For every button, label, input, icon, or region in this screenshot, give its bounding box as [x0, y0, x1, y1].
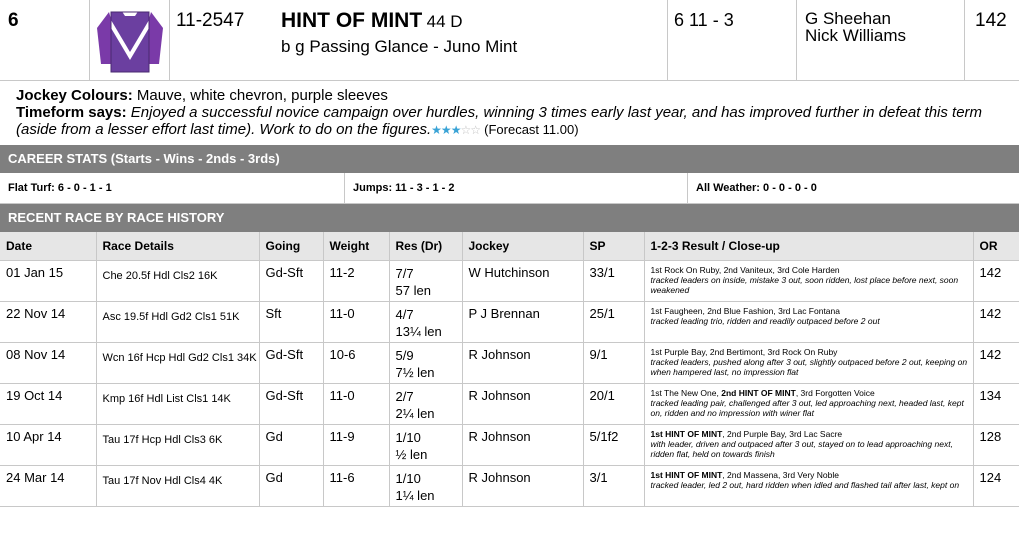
table-row[interactable]	[0, 261, 1019, 302]
starting-price: 3/1	[583, 466, 644, 507]
placings	[651, 470, 969, 480]
column-header: Jockey	[462, 232, 583, 261]
race-date: 10 Apr 14	[0, 425, 96, 466]
column-header: Weight	[323, 232, 389, 261]
colours-value: Mauve, white chevron, purple sleeves	[136, 87, 388, 104]
close-up-comment: tracked leading trio, ridden and readily outpaced before 2 out	[650, 316, 880, 326]
column-header: SP	[583, 232, 644, 261]
result-position: 2/7	[395, 389, 414, 404]
result-position: 5/9	[395, 348, 414, 363]
jockey[interactable]: W Hutchinson	[462, 261, 583, 302]
close-up-comment: tracked leading pair, challenged after 3 out, led approaching next, headed last, kept on, ridden and no impression with winer flat	[650, 398, 964, 418]
race-history-table	[0, 232, 1019, 507]
jockey[interactable]: R Johnson	[462, 466, 583, 507]
placings-text: 1st Purple Bay, 2nd Bertimont, 3rd Rock On Ruby	[650, 347, 838, 357]
trainer-name[interactable]: G Sheehan	[805, 9, 892, 28]
going: Sft	[259, 302, 323, 343]
result-closeup	[644, 466, 973, 507]
official-rating: 142	[973, 343, 1019, 384]
placings	[651, 306, 969, 316]
runner-header	[0, 0, 1019, 81]
weight: 10-6	[323, 343, 389, 384]
jockey-silks-icon	[90, 0, 170, 80]
starting-price: 9/1	[583, 343, 644, 384]
form-figures: 11-2547	[176, 10, 245, 31]
jockey[interactable]: R Johnson	[462, 425, 583, 466]
weight: 11-0	[323, 384, 389, 425]
close-up-comment: with leader, driven and outpaced after 3 out, stayed on to lead approaching next, ridden flat, held on towards finish	[650, 439, 953, 459]
starting-price: 20/1	[583, 384, 644, 425]
result-position: 4/7	[395, 307, 414, 322]
result-position: 1/10	[395, 430, 421, 445]
horse-details	[275, 0, 668, 80]
table-header-row	[0, 232, 1019, 261]
race-details[interactable]: Che 20.5f Hdl Cls2 16K	[96, 261, 259, 302]
table-row[interactable]	[0, 384, 1019, 425]
close-up-comment: tracked leader, led 2 out, hard ridden when idled and flashed tail after last, kept on	[650, 480, 960, 490]
placings-text: 1st Faugheen, 2nd Blue Fashion, 3rd Lac Fontana	[650, 306, 840, 316]
starting-price: 5/1f2	[583, 425, 644, 466]
going: Gd	[259, 466, 323, 507]
column-header: Res (Dr)	[389, 232, 462, 261]
going: Gd	[259, 425, 323, 466]
result-closeup	[644, 302, 973, 343]
result-distance: ½ len	[395, 447, 428, 462]
result	[389, 261, 462, 302]
race-details[interactable]: Tau 17f Hcp Hdl Cls3 6K	[96, 425, 259, 466]
connections	[797, 0, 965, 80]
column-header: Going	[259, 232, 323, 261]
star-rating-icon	[431, 123, 480, 137]
result	[389, 466, 462, 507]
horse-name[interactable]: HINT OF MINT	[281, 9, 423, 32]
race-history-header: RECENT RACE BY RACE HISTORY	[0, 204, 1019, 232]
age-draw: 44 D	[426, 12, 463, 31]
close-up-comment: tracked leaders on inside, mistake 3 out, soon ridden, lost place before next, soon weakened	[650, 275, 959, 295]
placings	[651, 429, 969, 439]
official-rating: 142	[973, 261, 1019, 302]
weight: 11-9	[323, 425, 389, 466]
starting-price: 33/1	[583, 261, 644, 302]
table-row[interactable]	[0, 302, 1019, 343]
jockey[interactable]: P J Brennan	[462, 302, 583, 343]
jockey[interactable]: R Johnson	[462, 384, 583, 425]
result-distance: 1¼ len	[395, 488, 435, 503]
result	[389, 425, 462, 466]
stars-on: ★★★	[431, 123, 461, 137]
placings-text: , 2nd Purple Bay, 3rd Lac Sacre	[722, 429, 843, 439]
weight: 11-0	[323, 302, 389, 343]
placings	[651, 388, 969, 398]
close-up-comment: tracked leaders, pushed along after 3 out, slightly outpaced before 2 out, keeping on when hampered last, no impression flat	[650, 357, 968, 377]
race-date: 08 Nov 14	[0, 343, 96, 384]
official-rating: 142	[975, 10, 1007, 31]
runner-info	[0, 81, 1019, 145]
result-position: 1/10	[395, 471, 421, 486]
result-distance: 57 len	[395, 283, 431, 298]
placings-text: 1st Rock On Ruby, 2nd Vaniteux, 3rd Cole Harden	[650, 265, 840, 275]
placings-highlight: 1st HINT OF MINT	[650, 470, 723, 480]
result-position: 7/7	[395, 266, 414, 281]
result	[389, 302, 462, 343]
column-header: Date	[0, 232, 96, 261]
placings-text: , 2nd Massena, 3rd Very Noble	[722, 470, 839, 480]
result-closeup	[644, 261, 973, 302]
table-row[interactable]	[0, 343, 1019, 384]
column-header: Race Details	[96, 232, 259, 261]
forecast-price: (Forecast 11.00)	[484, 122, 579, 137]
placings	[651, 265, 969, 275]
official-rating: 134	[973, 384, 1019, 425]
result-distance: 2¼ len	[395, 406, 435, 421]
jockey-name[interactable]: Nick Williams	[805, 26, 907, 45]
career-stats-header: CAREER STATS (Starts - Wins - 2nds - 3rds)	[0, 145, 1019, 173]
result	[389, 343, 462, 384]
timeform-comment: Enjoyed a successful novice campaign over hurdles, winning 3 times early last year, and has improved further in defeat this term (aside from a lesser effort last time). Work to do on the figures.	[16, 104, 983, 138]
race-date: 19 Oct 14	[0, 384, 96, 425]
race-details[interactable]: Tau 17f Nov Hdl Cls4 4K	[96, 466, 259, 507]
going: Gd-Sft	[259, 384, 323, 425]
flat-turf-stats: Flat Turf: 6 - 0 - 1 - 1	[0, 173, 345, 203]
column-header: OR	[973, 232, 1019, 261]
going: Gd-Sft	[259, 261, 323, 302]
result-closeup	[644, 384, 973, 425]
official-rating: 142	[973, 302, 1019, 343]
runner-number: 6	[0, 0, 90, 80]
weight: 11-6	[323, 466, 389, 507]
result-distance: 13¼ len	[395, 324, 442, 339]
all-weather-stats: All Weather: 0 - 0 - 0 - 0	[696, 182, 817, 194]
jockey[interactable]: R Johnson	[462, 343, 583, 384]
official-rating: 128	[973, 425, 1019, 466]
result	[389, 384, 462, 425]
breeding: b g Passing Glance - Juno Mint	[281, 37, 518, 56]
race-details[interactable]: Wcn 16f Hcp Hdl Gd2 Cls1 34K	[96, 343, 259, 384]
weight: 11-2	[323, 261, 389, 302]
race-details[interactable]: Kmp 16f Hdl List Cls1 14K	[96, 384, 259, 425]
official-rating: 124	[973, 466, 1019, 507]
table-row[interactable]	[0, 425, 1019, 466]
jumps-stats: Jumps: 11 - 3 - 1 - 2	[345, 173, 688, 203]
placings-highlight: 2nd HINT OF MINT	[721, 388, 796, 398]
placings-highlight: 1st HINT OF MINT	[650, 429, 723, 439]
placings-text: , 3rd Forgotten Voice	[795, 388, 875, 398]
going: Gd-Sft	[259, 343, 323, 384]
race-details[interactable]: Asc 19.5f Hdl Gd2 Cls1 51K	[96, 302, 259, 343]
race-date: 24 Mar 14	[0, 466, 96, 507]
starting-price: 25/1	[583, 302, 644, 343]
result-closeup	[644, 425, 973, 466]
column-header: 1-2-3 Result / Close-up	[644, 232, 973, 261]
stars-off: ☆☆	[460, 123, 480, 137]
race-date: 22 Nov 14	[0, 302, 96, 343]
table-row[interactable]	[0, 466, 1019, 507]
result-closeup	[644, 343, 973, 384]
placings	[651, 347, 969, 357]
race-date: 01 Jan 15	[0, 261, 96, 302]
timeform-label: Timeform says:	[16, 104, 127, 121]
placings-text: 1st The New One,	[650, 388, 722, 398]
result-distance: 7½ len	[395, 365, 435, 380]
colours-label: Jockey Colours:	[16, 87, 133, 104]
career-stats	[0, 173, 1019, 204]
weight-figure: 6 11 - 3	[668, 0, 797, 80]
